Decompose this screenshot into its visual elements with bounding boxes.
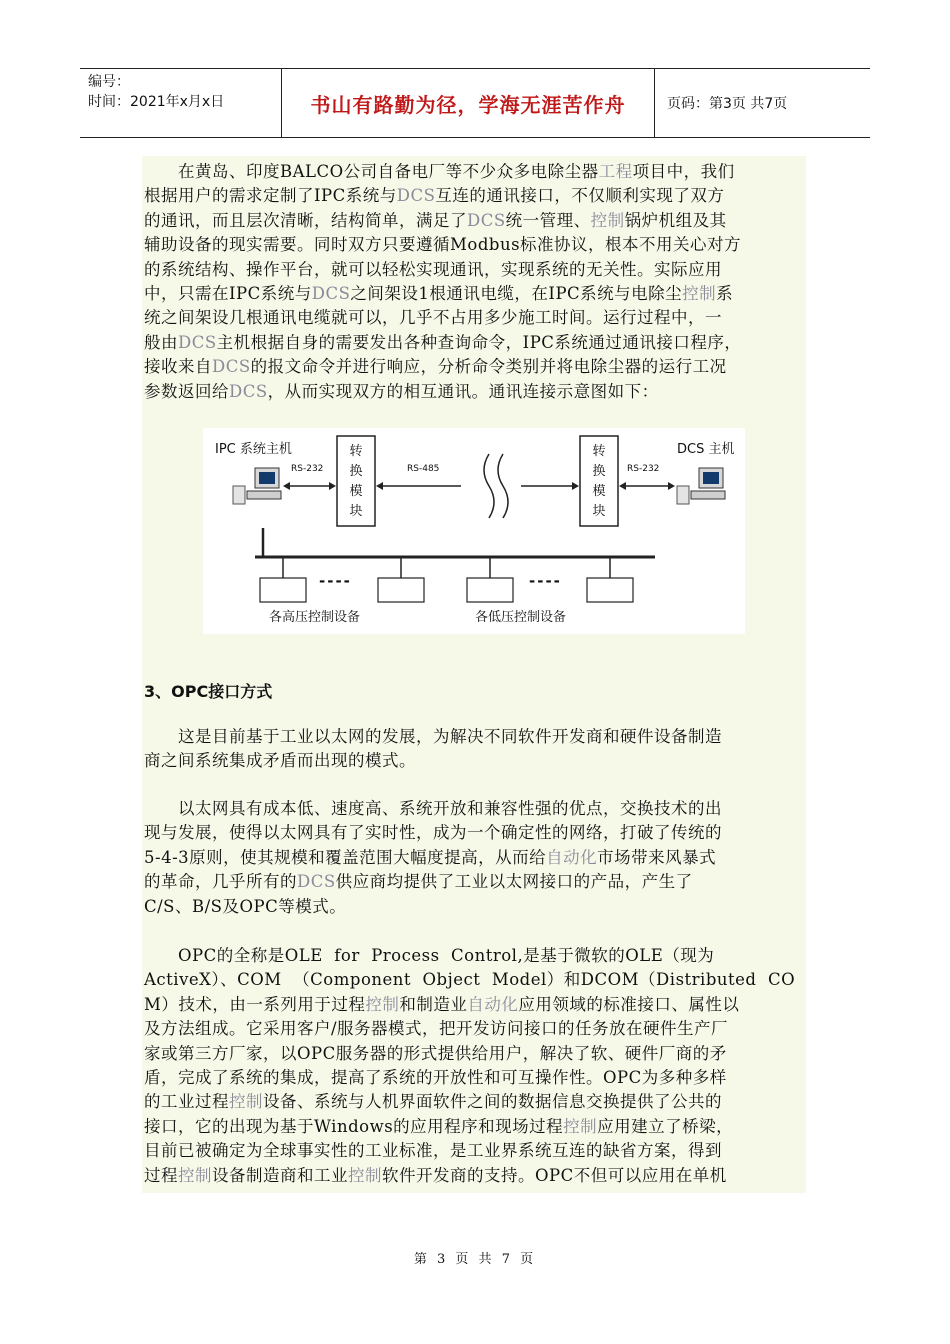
converter-left-char: 换	[349, 464, 363, 479]
dcs-host-label: DCS 主机	[677, 442, 735, 457]
keyword-link: 工程	[598, 162, 633, 181]
dashes-right: ----	[529, 572, 562, 590]
lv-devices-label: 各低压控制设备	[475, 610, 567, 625]
text-line: 接收来自DCS的报文命令并进行响应，分析命令类别并将电除尘器的运行工况	[144, 357, 727, 377]
ipc-computer-icon	[233, 468, 281, 504]
rs232-right-label: RS-232	[627, 464, 660, 474]
dcs-computer-icon	[677, 468, 725, 504]
communication-diagram	[203, 428, 745, 634]
converter-left	[337, 442, 375, 522]
keyword-link: DCS	[178, 332, 217, 352]
keyword-link: 控制	[365, 994, 400, 1014]
keyword-link: 自动化	[467, 994, 519, 1014]
text-line: 的通讯，而且层次清晰，结构简单，满足了DCS统一管理、控制锅炉机组及其	[144, 210, 727, 230]
rs485-label: RS-485	[407, 464, 440, 474]
text-line: C/S、B/S及OPC等模式。	[144, 896, 347, 916]
converter-right	[580, 442, 618, 522]
text-line: 5-4-3原则，使其规模和覆盖范围大幅度提高，从而给自动化市场带来风暴式	[144, 847, 717, 867]
keyword-link: DCS	[229, 381, 268, 401]
text-line: 这是目前基于工业以太网的发展，为解决不同软件开发商和硬件设备制造	[144, 727, 722, 746]
converter-right-char: 块	[592, 504, 606, 519]
text-line: 般由DCS主机根据自身的需要发出各种查询命令，IPC系统通过通讯接口程序，	[144, 332, 742, 352]
page-header	[80, 68, 870, 138]
keyword-link: 自动化	[546, 847, 598, 867]
text-line: ActiveX）、COM （Component Object Model）和DCOM（Distributed CO	[144, 970, 796, 990]
time-label: 时间：2021年x月x日	[88, 94, 225, 110]
rs232-left-label: RS-232	[291, 464, 324, 474]
text-line: 商之间系统集成矛盾而出现的模式。	[144, 751, 416, 771]
converter-right-char: 转	[592, 444, 606, 459]
keyword-link: DCS	[297, 872, 336, 892]
converter-left-char: 模	[349, 484, 363, 499]
number-label: 编号：	[88, 74, 130, 90]
text-line: 现与发展，使得以太网具有了实时性，成为一个确定性的网络，打破了传统的	[144, 823, 722, 843]
header-motto-cell	[282, 69, 655, 137]
paragraph-opc-intro	[144, 725, 804, 774]
converter-left-char: 转	[349, 444, 363, 459]
diagram-lines	[203, 428, 745, 634]
header-page-info: 页码：第3页 共7页	[667, 96, 788, 112]
text-line: 统之间架设几根通讯电缆就可以，几乎不占用多少施工时间。运行过程中，一	[144, 308, 722, 328]
keyword-link: 控制	[348, 1165, 382, 1185]
section-heading-opc: 3、OPC接口方式	[144, 682, 273, 701]
text-line: 参数返回给DCS，从而实现双方的相互通讯。通讯连接示意图如下：	[144, 381, 659, 401]
text-line: 根据用户的需求定制了IPC系统与DCS互连的通讯接口，不仅顺利实现了双方	[144, 186, 725, 206]
keyword-link: DCS	[467, 210, 506, 230]
paragraph-ipc-dcs	[144, 160, 804, 404]
text-line: 在黄岛、印度BALCO公司自备电厂等不少众多电除尘器工程项目中，我们	[144, 162, 735, 181]
keyword-link: 控制	[229, 1092, 263, 1112]
page-footer: 第 3 页 共 7 页	[413, 1252, 537, 1267]
text-line: 以太网具有成本低、速度高、系统开放和兼容性强的优点，交换技术的出	[144, 799, 722, 818]
text-line: 中，只需在IPC系统与DCS之间架设1根通讯电缆，在IPC系统与电除尘控制系	[144, 284, 734, 304]
ipc-host-label: IPC 系统主机	[215, 442, 292, 457]
text-line: 及方法组成。它采用客户/服务器模式，把开发访问接口的任务放在硬件生产厂	[144, 1019, 729, 1039]
keyword-link: 控制	[563, 1116, 598, 1136]
hv-devices-label: 各高压控制设备	[269, 610, 361, 625]
header-motto: 书山有路勤为径，学海无涯苦作舟	[310, 92, 626, 117]
text-line: 的系统结构、操作平台，就可以轻松实现通讯，实现系统的无关性。实际应用	[144, 259, 722, 279]
keyword-link: 控制	[178, 1165, 212, 1185]
text-line: 过程控制设备制造商和工业控制软件开发商的支持。OPC不但可以应用在单机	[144, 1165, 727, 1185]
text-line: OPC的全称是OLE for Process Control,是基于微软的OLE（现为	[144, 946, 715, 965]
keyword-link: 控制	[590, 210, 625, 230]
converter-right-char: 模	[592, 484, 606, 499]
text-line: M）技术，由一系列用于过程控制和制造业自动化应用领域的标准接口、属性以	[144, 994, 740, 1014]
dashes-left: ----	[319, 572, 352, 590]
keyword-link: 控制	[682, 284, 717, 304]
text-line: 的革命，几乎所有的DCS供应商均提供了工业以太网接口的产品，产生了	[144, 872, 693, 892]
keyword-link: DCS	[311, 284, 351, 304]
text-line: 辅助设备的现实需要。同时双方只要遵循Modbus标准协议，根本不用关心对方	[144, 235, 742, 255]
text-line: 接口，它的出现为基于Windows的应用程序和现场过程控制应用建立了桥梁，	[144, 1116, 734, 1136]
converter-right-char: 换	[592, 464, 606, 479]
paragraph-ethernet	[144, 797, 804, 919]
keyword-link: DCS	[396, 186, 436, 206]
keyword-link: DCS	[212, 357, 251, 377]
paragraph-opc-definition	[144, 944, 804, 1188]
text-line: 盾，完成了系统的集成，提高了系统的开放性和可互操作性。OPC为多种多样	[144, 1068, 727, 1088]
text-line: 的工业过程控制设备、系统与人机界面软件之间的数据信息交换提供了公共的	[144, 1092, 722, 1112]
header-meta	[80, 69, 282, 137]
converter-left-char: 块	[349, 504, 363, 519]
text-line: 目前已被确定为全球事实性的工业标准，是工业界系统互连的缺省方案，得到	[144, 1141, 722, 1161]
text-line: 家或第三方厂家，以OPC服务器的形式提供给用户，解决了软、硬件厂商的矛	[144, 1043, 727, 1063]
